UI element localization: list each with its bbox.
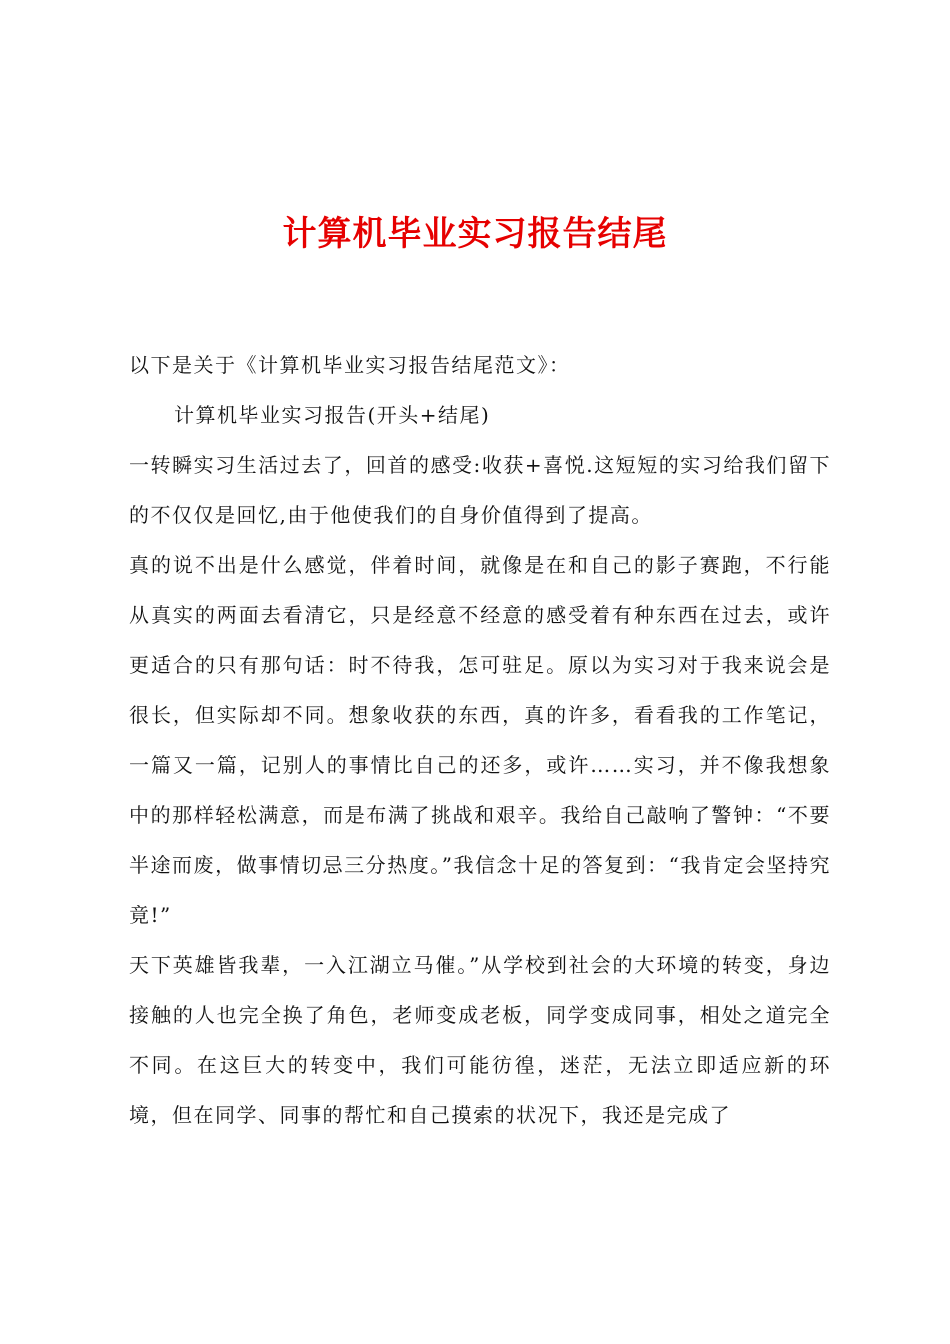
- section-heading: 计算机毕业实习报告(开头+结尾): [174, 403, 491, 427]
- document-title: 计算机毕业实习报告结尾: [282, 214, 668, 254]
- document-body: [129, 340, 831, 1140]
- body-paragraph: 一转瞬实习生活过去了，回首的感受:收获+喜悦.这短短的实习给我们留下的不仅仅是回忆,由于他使我们的自身价值得到了提高。: [129, 453, 831, 527]
- body-paragraph: 天下英雄皆我辈，一入江湖立马催。”从学校到社会的大环境的转变，身边接触的人也完全换了角色，老师变成老板，同学变成同事，相处之道完全不同。在这巨大的转变中，我们可能彷徨，迷茫，无法立即适应新的环境，但在同学、同事的帮忙和自己摸索的状况下，我还是完成了: [129, 953, 831, 1127]
- body-paragraph: 真的说不出是什么感觉，伴着时间，就像是在和自己的影子赛跑，不行能从真实的两面去看清它，只是经意不经意的感受着有种东西在过去，或许更适合的只有那句话：时不待我，怎可驻足。原以为实习对于我来说会是很长，但实际却不同。想象收获的东西，真的许多，看看我的工作笔记，一篇又一篇，记别人的事情比自己的还多，或许……实习，并不像我想象中的那样轻松满意，而是布满了挑战和艰辛。我给自己敲响了警钟：“不要半途而废，做事情切忌三分热度。”我信念十足的答复到：“我肯定会坚持究竟!”: [129, 553, 831, 927]
- intro-paragraph: 以下是关于《计算机毕业实习报告结尾范文》：: [129, 353, 571, 377]
